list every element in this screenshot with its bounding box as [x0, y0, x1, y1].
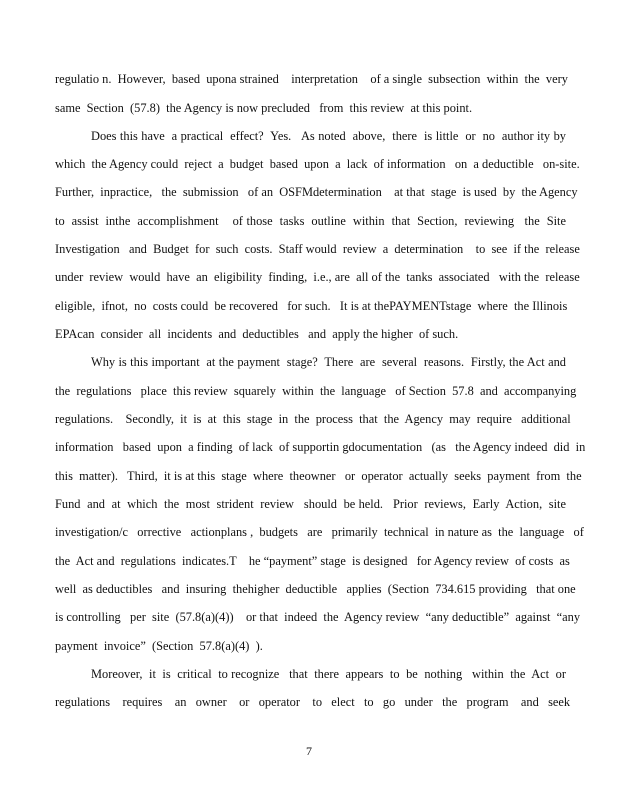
text-line: is controlling per site (57.8(a)(4)) or that indeed the Agency review “any deductible” against “any [55, 610, 581, 624]
text-line: which the Agency could reject a budget based upon a lack of information on a deductible on-site. [55, 157, 580, 171]
text-line: the Act and regulations indicates.T he “payment” stage is designed for Agency review of costs as [55, 554, 570, 568]
text-line: under review would have an eligibility finding, i.e., are all of the tanks associated with the release [55, 270, 580, 284]
text-line: Investigation and Budget for such costs. Staff would review a determination to see if the release [55, 242, 580, 256]
text-line: investigation/c orrective actionplans , budgets are primarily technical in nature as the language of [55, 525, 584, 539]
text-line: Does this have a practical effect? Yes. As noted above, there is little or no author ity by [91, 129, 566, 143]
text-line: regulatio n. However, based upona strained interpretation of a single subsection within the very [55, 72, 568, 86]
text-line: Further, inpractice, the submission of an OSFMdetermination at that stage is used by the Agency [55, 185, 578, 199]
text-line: Moreover, it is critical to recognize that there appears to be nothing within the Act or [91, 667, 566, 681]
text-line: to assist inthe accomplishment of those tasks outline within that Section, reviewing the Site [55, 214, 566, 228]
text-line: same Section (57.8) the Agency is now precluded from this review at this point. [55, 101, 473, 115]
text-line: Fund and at which the most strident review should be held. Prior reviews, Early Action, site [55, 497, 566, 511]
text-line: payment invoice” (Section 57.8(a)(4) ). [55, 639, 263, 653]
text-line: well as deductibles and insuring thehigher deductible applies (Section 734.615 providing that one [55, 582, 576, 596]
text-line: eligible, ifnot, no costs could be recovered for such. It is at thePAYMENTstage where the Illinois [55, 299, 568, 313]
text-line: information based upon a finding of lack of supportin gdocumentation (as the Agency indeed did in [55, 440, 586, 454]
text-line: this matter). Third, it is at this stage where theowner or operator actually seeks payment from the [55, 469, 582, 483]
text-line: the regulations place this review squarely within the language of Section 57.8 and accompanying [55, 384, 577, 398]
text-line: regulations. Secondly, it is at this stage in the process that the Agency may require additional [55, 412, 571, 426]
text-line: EPAcan consider all incidents and deductibles and apply the higher of such. [55, 327, 459, 341]
text-line: regulations requires an owner or operator to elect to go under the program and seek [55, 695, 571, 709]
text-line: Why is this important at the payment stage? There are several reasons. Firstly, the Act and [91, 355, 566, 369]
page-number: 7 [306, 744, 312, 758]
